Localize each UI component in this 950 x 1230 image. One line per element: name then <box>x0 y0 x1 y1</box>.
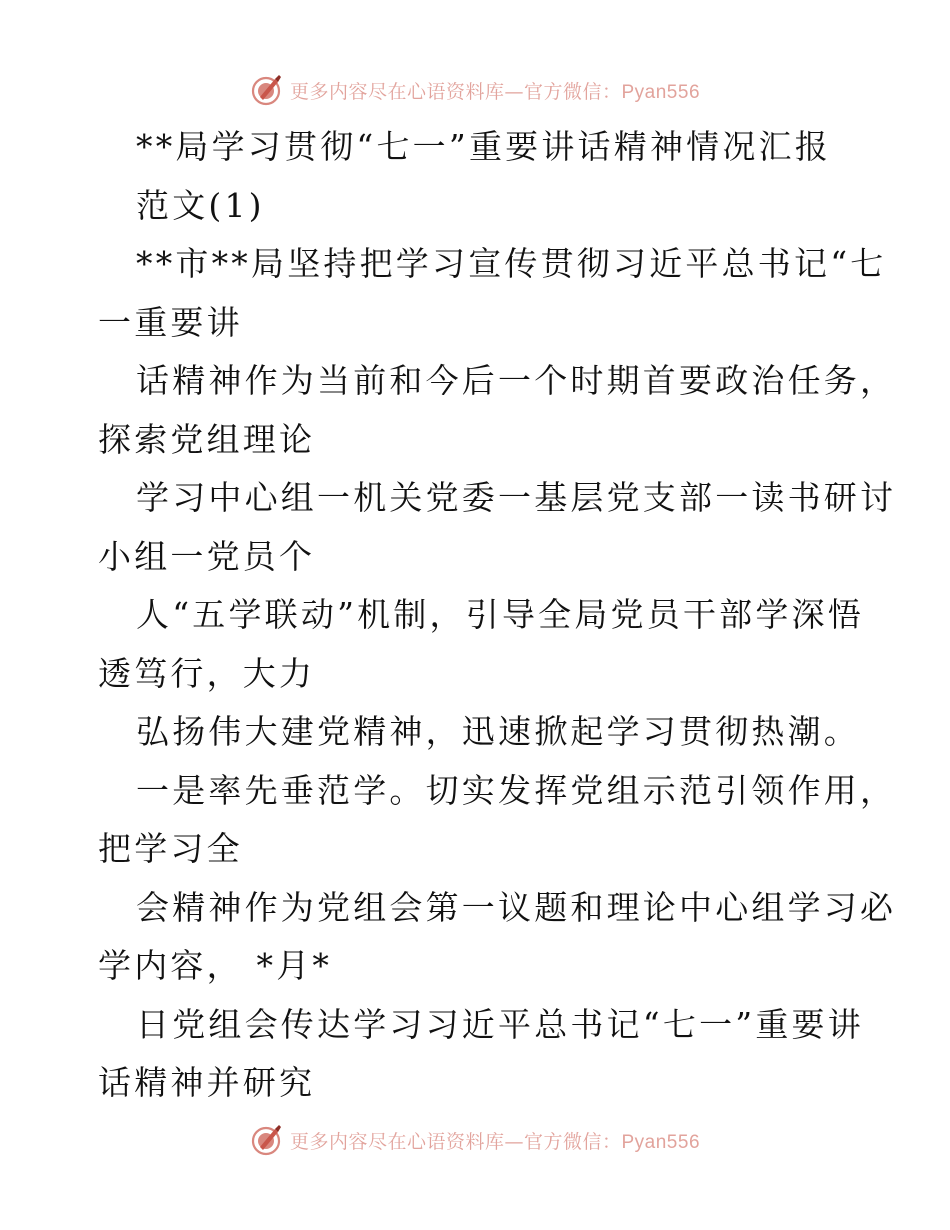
paragraph-line: 话精神并研究 <box>98 1063 316 1102</box>
paragraph-line: **市**局坚持把学习宣传贯彻习近平总书记“七 <box>136 244 887 283</box>
paragraph-line: 话精神作为当前和今后一个时期首要政治任务， <box>136 361 897 400</box>
pen-logo-icon <box>250 73 284 107</box>
paragraph-line: 弘扬伟大建党精神，迅速掀起学习贯彻热潮。 <box>136 712 860 751</box>
doc-title-line: 范文(1) <box>136 185 265 225</box>
paragraph-line: 一是率先垂范学。切实发挥党组示范引领作用， <box>136 770 897 810</box>
paragraph-line: 透笃行，大力 <box>98 653 316 693</box>
paragraph-line: 学内容， *月* <box>98 946 333 985</box>
paragraph-line: 一重要讲 <box>98 302 243 342</box>
watermark-text: 更多内容尽在心语资料库—官方微信：Pyan556 <box>289 1130 701 1153</box>
paragraph-line: 探索党组理论 <box>98 419 316 459</box>
footer-watermark <box>0 1120 950 1160</box>
paragraph-line: 学习中心组一机关党委一基层党支部一读书研讨 <box>136 478 897 517</box>
paragraph-line: 小组一党员个 <box>98 536 316 576</box>
paragraph-line: 会精神作为党组会第一议题和理论中心组学习必 <box>136 887 897 927</box>
pen-logo-icon <box>250 1123 284 1157</box>
paragraph-line: 日党组会传达学习习近平总书记“七一”重要讲 <box>136 1004 864 1044</box>
watermark-text: 更多内容尽在心语资料库—官方微信：Pyan556 <box>289 80 701 103</box>
doc-title-line: **局学习贯彻“七一”重要讲话精神情况汇报 <box>136 127 831 166</box>
header-watermark <box>0 70 950 110</box>
paragraph-line: 把学习全 <box>98 829 243 868</box>
paragraph-line: 人“五学联动”机制，引导全局党员干部学深悟 <box>136 595 864 634</box>
document-body <box>98 118 897 1113</box>
